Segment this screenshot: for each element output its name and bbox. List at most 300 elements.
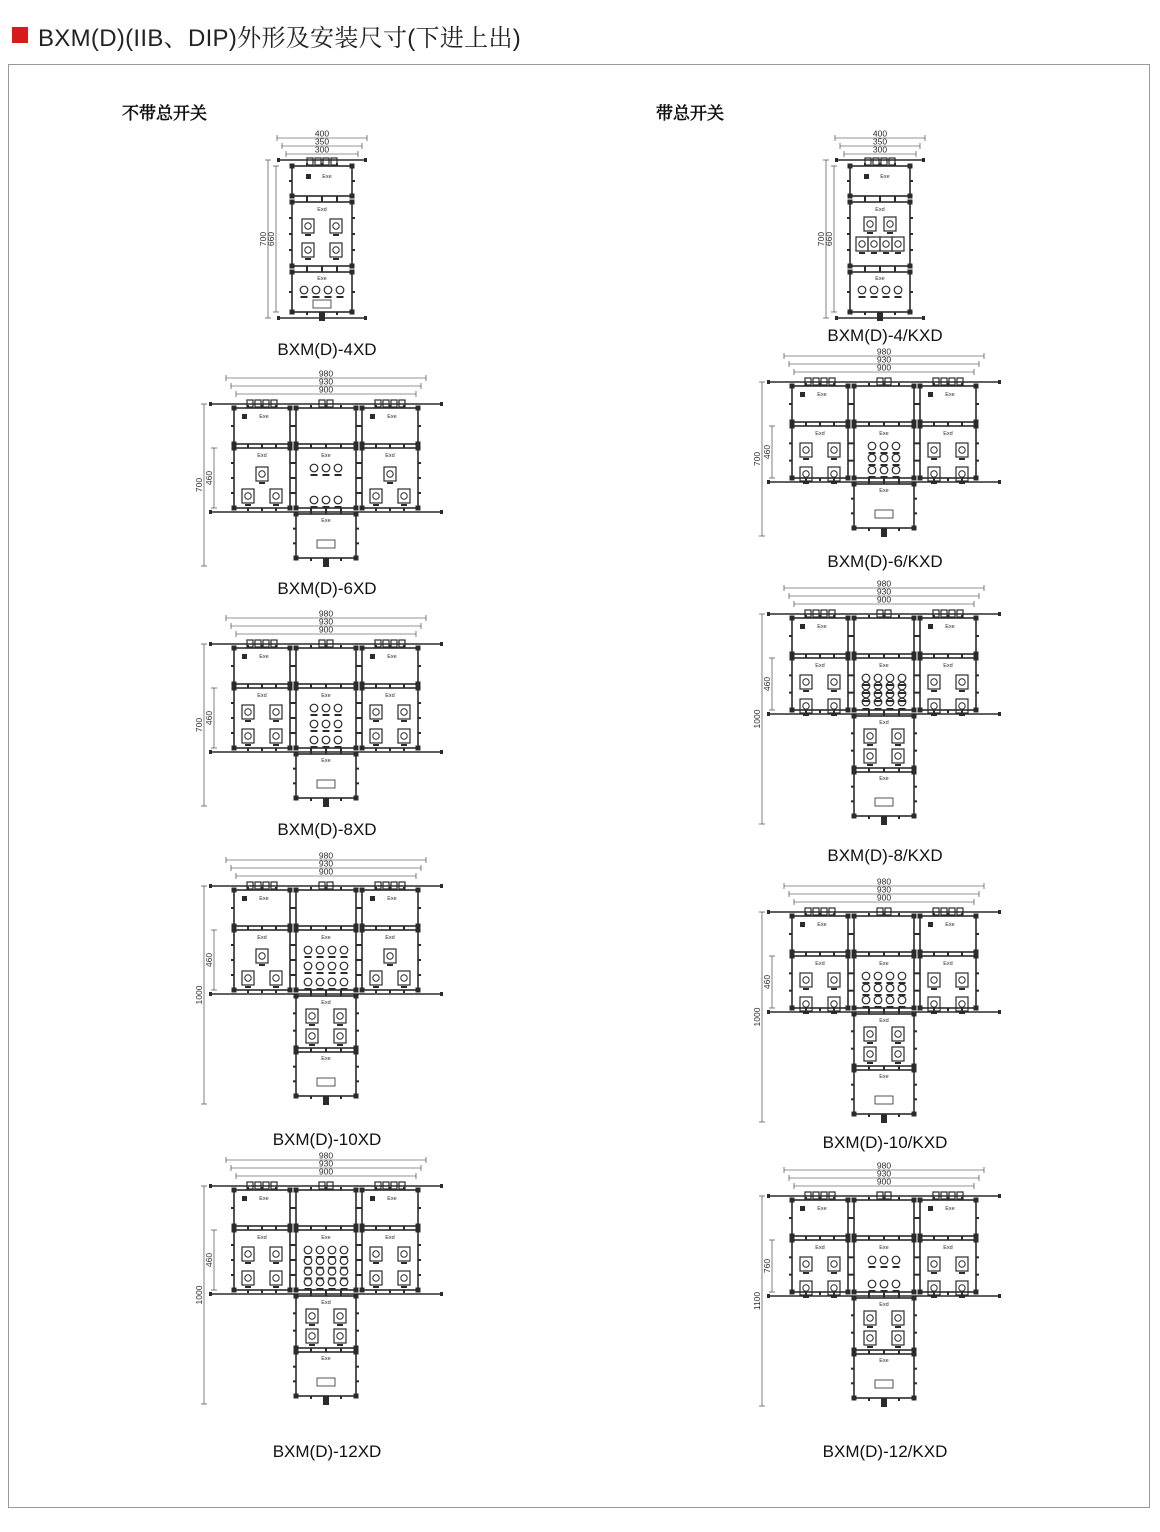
bolt xyxy=(350,200,355,205)
breaker xyxy=(270,1271,282,1285)
drawing-6kxd xyxy=(752,347,1001,538)
bolt xyxy=(852,1112,857,1117)
indicator-lamp xyxy=(862,996,870,1004)
bolt xyxy=(851,1030,854,1032)
exe-label: Exe xyxy=(321,453,331,459)
bolt xyxy=(851,732,854,734)
exd-label: Exd xyxy=(943,961,953,967)
bolt xyxy=(864,269,866,272)
bolt xyxy=(917,990,920,992)
bolt xyxy=(898,615,900,618)
mount-foot xyxy=(922,158,925,162)
bolt xyxy=(790,1198,795,1203)
bolt xyxy=(914,1274,917,1276)
indicator-lamp xyxy=(324,286,332,294)
bolt xyxy=(852,814,857,819)
width-dimension: 300 xyxy=(314,144,330,155)
warning-icon xyxy=(370,654,375,659)
bolt xyxy=(912,616,917,621)
bolt xyxy=(359,1244,362,1246)
bolt xyxy=(356,1380,359,1382)
bolt xyxy=(359,665,362,667)
bolt xyxy=(917,674,920,676)
bolt xyxy=(864,266,866,269)
breaker xyxy=(828,443,840,457)
bolt xyxy=(918,384,923,389)
mount-foot xyxy=(767,480,770,484)
exd-label: Exd xyxy=(815,961,825,967)
bolt xyxy=(883,1067,885,1070)
bolt xyxy=(976,692,979,694)
bolt xyxy=(908,264,913,269)
bolt xyxy=(356,425,359,427)
bolt xyxy=(356,702,359,704)
bolt xyxy=(883,383,885,386)
bolt xyxy=(340,1096,342,1099)
height-dimension: 1000 xyxy=(194,1285,204,1305)
bolt xyxy=(879,199,881,202)
exe-label: Exe xyxy=(321,758,331,764)
bolt xyxy=(912,476,917,481)
bolt xyxy=(293,665,296,667)
bolt xyxy=(232,686,237,691)
bolt xyxy=(908,194,913,199)
bolt xyxy=(974,954,979,959)
bolt xyxy=(848,194,853,199)
breaker xyxy=(334,1009,346,1023)
bolt xyxy=(846,954,851,959)
bolt xyxy=(360,446,365,451)
bolt xyxy=(231,717,234,719)
bolt xyxy=(360,686,365,691)
bolt xyxy=(325,751,327,754)
bolt xyxy=(868,481,870,484)
bolt xyxy=(868,655,870,658)
bolt xyxy=(912,656,917,661)
bolt xyxy=(917,635,920,637)
breaker xyxy=(334,1029,346,1043)
bolt xyxy=(868,816,870,819)
bolt xyxy=(359,1207,362,1209)
bolt xyxy=(917,442,920,444)
caption-8xd: BXM(D)-8XD xyxy=(277,820,377,839)
bolt xyxy=(321,269,323,272)
warning-icon xyxy=(864,174,869,179)
bolt xyxy=(918,1198,923,1203)
bolt xyxy=(416,686,421,691)
bolt xyxy=(852,1396,857,1401)
bolt xyxy=(232,446,237,451)
bolt xyxy=(389,685,391,688)
bolt xyxy=(851,1314,854,1316)
indicator-lamp xyxy=(868,1280,876,1288)
bolt xyxy=(354,928,359,933)
bolt xyxy=(819,1008,821,1011)
bolt xyxy=(851,800,854,802)
bolt xyxy=(359,1274,362,1276)
bolt xyxy=(847,217,850,219)
bolt xyxy=(275,748,277,751)
mount-foot xyxy=(440,992,443,996)
bolt xyxy=(359,717,362,719)
breaker xyxy=(256,949,268,963)
bolt xyxy=(883,953,885,956)
bolt xyxy=(340,1227,342,1230)
breaker xyxy=(370,705,382,719)
warning-icon xyxy=(928,392,933,397)
bolt xyxy=(340,685,342,688)
bolt xyxy=(288,888,293,893)
bolt xyxy=(883,1011,885,1014)
indicator-lamp xyxy=(874,674,882,682)
bolt xyxy=(354,1094,359,1099)
nameplate xyxy=(875,798,893,806)
bolt xyxy=(293,974,296,976)
breaker xyxy=(956,675,968,689)
bolt xyxy=(261,1290,263,1293)
width-dimension: 980 xyxy=(318,1150,334,1161)
bolt xyxy=(947,1292,949,1295)
bolt xyxy=(819,953,821,956)
bolt xyxy=(974,656,979,661)
bolt xyxy=(359,974,362,976)
bolt xyxy=(288,406,293,411)
bolt xyxy=(974,1198,979,1203)
width-dimension: 930 xyxy=(876,586,892,597)
width-dimension: 400 xyxy=(314,128,330,139)
bolt xyxy=(976,1274,979,1276)
bolt xyxy=(288,746,293,751)
nameplate xyxy=(317,540,335,548)
height-dimension: 700 xyxy=(816,231,826,247)
bolt xyxy=(247,445,249,448)
bolt xyxy=(852,384,857,389)
exd-label: Exd xyxy=(815,1245,825,1251)
bolt xyxy=(289,180,292,182)
indicator-lamp xyxy=(886,674,894,682)
bolt xyxy=(851,403,854,405)
exe-label: Exe xyxy=(879,663,889,669)
bolt xyxy=(288,1188,293,1193)
indicator-lamp xyxy=(898,996,906,1004)
exd-label: Exd xyxy=(257,693,267,699)
bolt xyxy=(914,800,917,802)
indicator-lamp xyxy=(886,996,894,1004)
bolt xyxy=(354,994,359,999)
breaker xyxy=(884,217,896,231)
cable-entry xyxy=(881,816,887,825)
height-dimension: 460 xyxy=(204,1252,214,1268)
nameplate xyxy=(317,1078,335,1086)
indicator-lamp xyxy=(328,978,336,986)
bolt xyxy=(917,403,920,405)
height-dimension: 460 xyxy=(204,470,214,486)
exd-label: Exd xyxy=(879,1302,889,1308)
width-dimension: 980 xyxy=(876,346,892,357)
width-dimension: 980 xyxy=(318,368,334,379)
bolt xyxy=(354,1294,359,1299)
bolt xyxy=(851,512,854,514)
indicator-lamp xyxy=(334,464,342,472)
exe-label: Exe xyxy=(322,174,332,180)
height-dimension: 700 xyxy=(258,231,268,247)
warning-icon xyxy=(370,414,375,419)
mount-foot xyxy=(767,612,770,616)
indicator-lamp xyxy=(322,720,330,728)
breaker xyxy=(334,1329,346,1343)
mount-foot xyxy=(998,910,1001,914)
bolt xyxy=(294,928,299,933)
bolt xyxy=(290,974,293,976)
bolt xyxy=(898,423,900,426)
cable-entry xyxy=(881,1114,887,1123)
bolt xyxy=(914,786,917,788)
bolt xyxy=(310,445,312,448)
bolt xyxy=(325,1293,327,1296)
bolt xyxy=(819,478,821,481)
bolt xyxy=(883,481,885,484)
bolt xyxy=(912,1068,917,1073)
bolt xyxy=(918,1238,923,1243)
bolt xyxy=(848,933,851,935)
mount-foot xyxy=(767,1294,770,1298)
indicator-lamp xyxy=(868,466,876,474)
bolt xyxy=(848,164,853,169)
indicator-lamp xyxy=(858,286,866,294)
bolt xyxy=(898,713,900,716)
bolt xyxy=(293,1207,296,1209)
breaker xyxy=(384,949,396,963)
bolt xyxy=(898,710,900,713)
breaker xyxy=(928,675,940,689)
bolt xyxy=(293,1312,296,1314)
bolt xyxy=(868,1008,870,1011)
width-dimension: 930 xyxy=(876,1168,892,1179)
width-dimension: 900 xyxy=(318,384,334,395)
bolt xyxy=(290,1259,293,1261)
bolt xyxy=(852,914,857,919)
bolt xyxy=(418,477,421,479)
bolt xyxy=(356,732,359,734)
bolt xyxy=(290,425,293,427)
exe-label: Exe xyxy=(879,961,889,967)
bolt xyxy=(310,1396,312,1399)
bolt xyxy=(375,508,377,511)
indicator-lamp xyxy=(882,286,890,294)
bolt xyxy=(416,746,421,751)
bolt xyxy=(914,460,917,462)
bolt xyxy=(336,163,338,166)
bolt xyxy=(293,1012,296,1014)
width-dimension: 900 xyxy=(876,594,892,605)
bolt xyxy=(290,907,293,909)
bolt xyxy=(868,769,870,772)
bolt xyxy=(294,796,299,801)
bolt xyxy=(232,988,237,993)
mount-foot xyxy=(209,750,212,754)
height-dimension: 1100 xyxy=(752,1291,762,1311)
bolt xyxy=(848,200,853,205)
bolt xyxy=(389,927,391,930)
indicator-lamp xyxy=(322,736,330,744)
bolt xyxy=(912,424,917,429)
bolt xyxy=(912,1112,917,1117)
bolt xyxy=(389,748,391,751)
bolt xyxy=(325,748,327,751)
bolt xyxy=(918,424,923,429)
bolt xyxy=(418,425,421,427)
bolt xyxy=(293,1244,296,1246)
width-dimension: 930 xyxy=(318,616,334,627)
indicator-lamp xyxy=(310,720,318,728)
bolt xyxy=(294,752,299,757)
bolt xyxy=(852,1068,857,1073)
exe-label: Exe xyxy=(945,392,955,398)
bolt xyxy=(232,1288,237,1293)
bolt xyxy=(293,1274,296,1276)
bolt xyxy=(883,1292,885,1295)
bolt xyxy=(293,477,296,479)
indicator-lamp xyxy=(304,1257,312,1265)
exe-label: Exe xyxy=(879,1358,889,1364)
bolt xyxy=(403,1290,405,1293)
bolt xyxy=(912,1238,917,1243)
bolt xyxy=(310,1349,312,1352)
mount-foot xyxy=(998,1194,1001,1198)
breaker xyxy=(334,1309,346,1323)
bolt xyxy=(848,692,851,694)
bolt xyxy=(852,708,857,713)
bolt xyxy=(290,164,295,169)
bolt xyxy=(293,1259,296,1261)
breaker xyxy=(370,1271,382,1285)
exe-label: Exe xyxy=(259,414,269,420)
exd-label: Exd xyxy=(321,1300,331,1306)
breaker xyxy=(928,973,940,987)
drawing-10xd xyxy=(194,851,443,1106)
indicator-lamp xyxy=(304,946,312,954)
bolt xyxy=(805,423,807,426)
breaker xyxy=(864,1047,876,1061)
bolt xyxy=(293,944,296,946)
bolt xyxy=(293,959,296,961)
bolt xyxy=(340,887,342,890)
bolt xyxy=(416,506,421,511)
width-dimension: 930 xyxy=(318,1158,334,1169)
warning-icon xyxy=(800,392,805,397)
width-dimension: 300 xyxy=(872,144,888,155)
warning-icon xyxy=(242,1196,247,1201)
bolt xyxy=(310,1227,312,1230)
bolt xyxy=(908,164,913,169)
bolt xyxy=(293,528,296,530)
mount-foot xyxy=(998,612,1001,616)
bolt xyxy=(325,1349,327,1352)
bolt xyxy=(912,954,917,959)
bolt xyxy=(790,914,795,919)
bolt xyxy=(846,384,851,389)
width-dimension: 980 xyxy=(876,578,892,589)
breaker xyxy=(256,467,268,481)
warning-icon xyxy=(928,922,933,927)
bolt xyxy=(851,1217,854,1219)
bolt xyxy=(289,233,292,235)
bolt xyxy=(910,180,913,182)
bolt xyxy=(851,972,854,974)
bolt xyxy=(352,291,355,293)
bolt xyxy=(912,1352,917,1357)
bolt xyxy=(321,266,323,269)
warning-icon xyxy=(800,1206,805,1211)
exe-label: Exe xyxy=(880,174,890,180)
indicator-lamp xyxy=(874,984,882,992)
indicator-lamp xyxy=(304,1246,312,1254)
bolt xyxy=(416,1228,421,1233)
indicator-lamp xyxy=(340,946,348,954)
bolt xyxy=(231,907,234,909)
bolt xyxy=(232,746,237,751)
bolt xyxy=(418,717,421,719)
breaker xyxy=(270,729,282,743)
bolt xyxy=(375,1227,377,1230)
indicator-lamp xyxy=(304,962,312,970)
bolt xyxy=(851,1368,854,1370)
mount-foot xyxy=(440,402,443,406)
bolt xyxy=(912,1296,917,1301)
bolt xyxy=(819,710,821,713)
indicator-lamp xyxy=(316,962,324,970)
bolt xyxy=(293,1030,296,1032)
bolt xyxy=(356,1244,359,1246)
bolt xyxy=(354,646,359,651)
bolt xyxy=(288,988,293,993)
bolt xyxy=(852,1238,857,1243)
bolt xyxy=(848,990,851,992)
exe-label: Exe xyxy=(817,922,827,928)
height-dimension: 660 xyxy=(824,231,834,247)
bolt xyxy=(360,888,365,893)
column-label-without-main-switch: 不带总开关 xyxy=(122,104,207,123)
caption-10kxd: BXM(D)-10/KXD xyxy=(822,1133,948,1152)
bolt xyxy=(852,656,857,661)
bolt xyxy=(290,477,293,479)
bolt xyxy=(360,1288,365,1293)
bolt xyxy=(360,506,365,511)
bolt xyxy=(231,425,234,427)
bolt xyxy=(290,200,295,205)
bolt xyxy=(879,266,881,269)
bolt xyxy=(310,1049,312,1052)
breaker xyxy=(880,237,892,251)
nameplate xyxy=(317,780,335,788)
bolt xyxy=(914,498,917,500)
bolt xyxy=(310,1096,312,1099)
bolt xyxy=(275,1227,277,1230)
bolt xyxy=(819,1237,821,1240)
cable-entry xyxy=(881,1398,887,1407)
breaker xyxy=(370,489,382,503)
bolt xyxy=(356,1274,359,1276)
bolt xyxy=(359,959,362,961)
bolt xyxy=(847,233,850,235)
bolt xyxy=(325,990,327,993)
cable-gland xyxy=(881,158,887,165)
bolt xyxy=(908,200,913,205)
bolt xyxy=(914,1048,917,1050)
bolt xyxy=(418,1244,421,1246)
indicator-lamp xyxy=(340,1246,348,1254)
bolt xyxy=(356,1330,359,1332)
